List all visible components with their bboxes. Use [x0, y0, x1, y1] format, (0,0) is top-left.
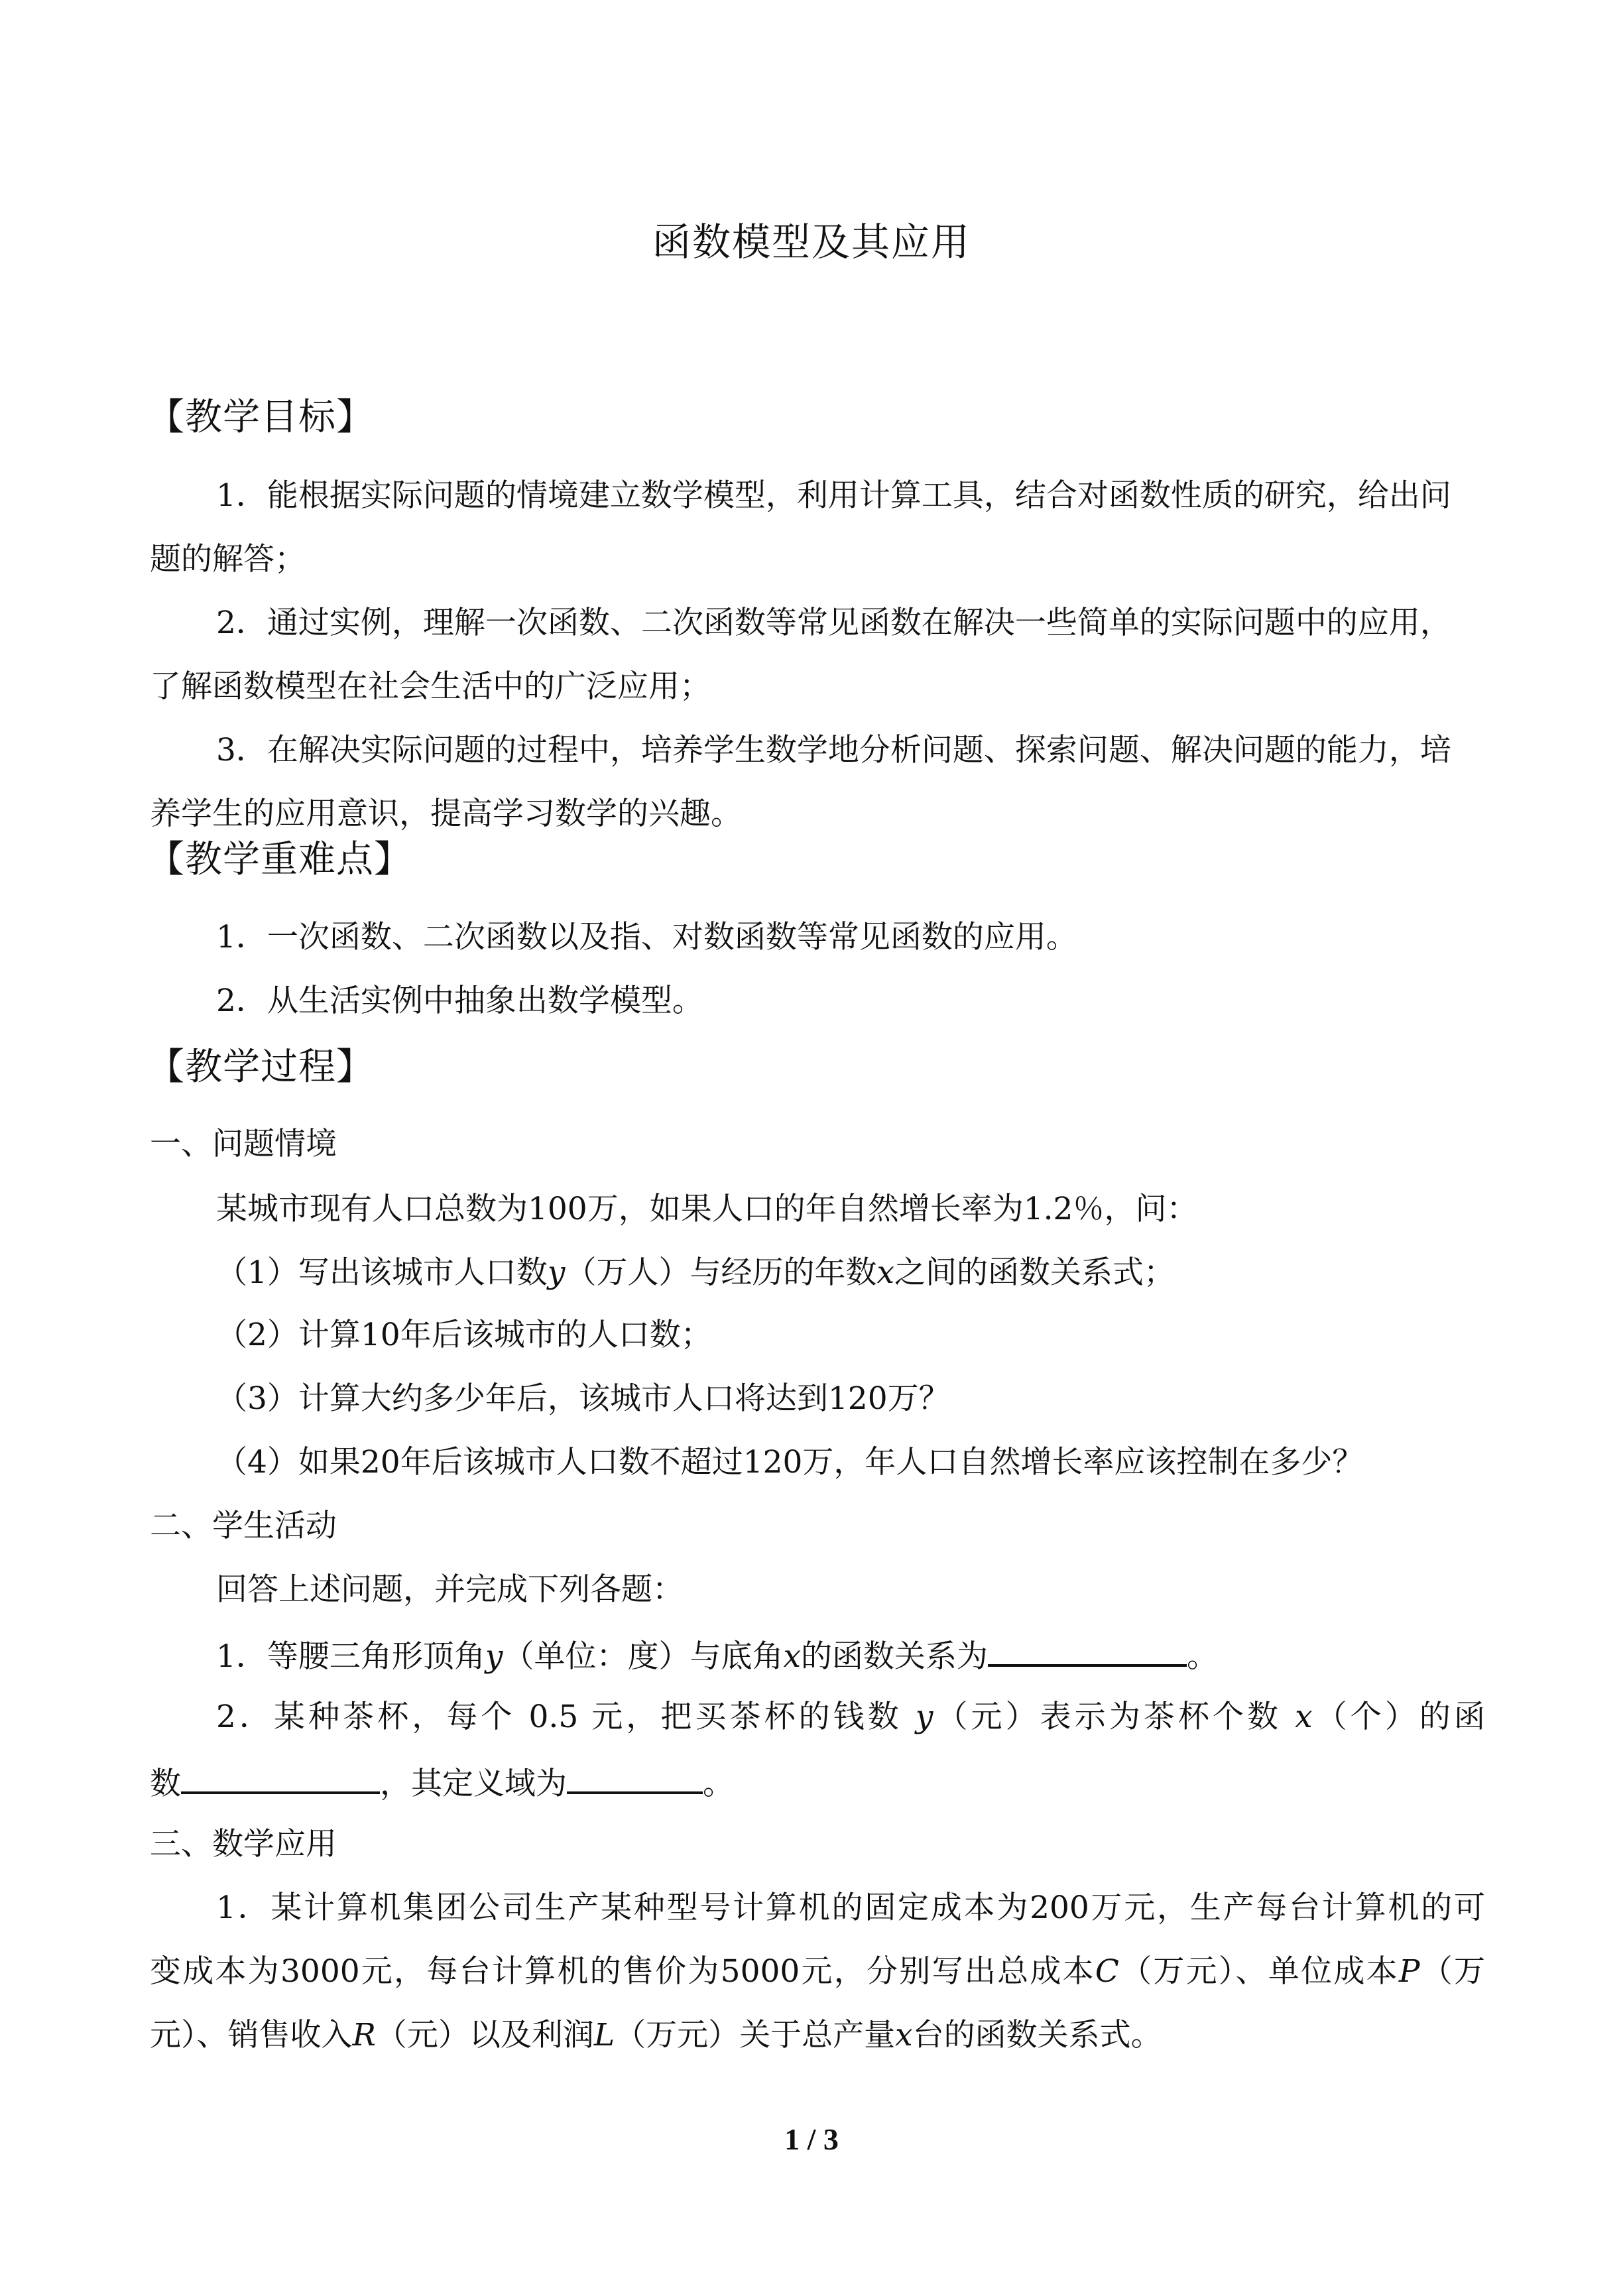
question-1-text-b: （万人）与经历的年数 [565, 1254, 877, 1291]
keypoints-heading: 【教学重难点】 [147, 838, 412, 881]
variable-y: y [547, 1254, 566, 1291]
variable-r: R [352, 2017, 376, 2053]
answer-blank-2[interactable] [181, 1761, 380, 1794]
section-1-heading: 一、问题情境 [150, 1126, 337, 1162]
variable-x: x [1295, 1699, 1313, 1735]
application-1-text-g: 台的函数关系式。 [912, 2017, 1162, 2053]
exercise-1-text-b: （单位：度）与底角 [503, 1638, 784, 1675]
variable-y: y [485, 1638, 503, 1675]
application-1-line-3 [150, 2016, 1162, 2055]
section-1-intro: 某城市现有人口总数为100万，如果人口的年自然增长率为1.2％，问： [216, 1191, 1198, 1227]
question-2: （2）计算10年后该城市的人口数； [216, 1317, 712, 1353]
variable-p: P [1398, 1953, 1420, 1990]
answer-blank-1[interactable] [988, 1634, 1187, 1667]
exercise-2-end: 。 [703, 1766, 734, 1802]
page-title: 函数模型及其应用 [652, 219, 971, 265]
exercise-2-text-a: 2．某种茶杯，每个 0.5 元，把买茶杯的钱数 [216, 1699, 902, 1735]
variable-x: x [876, 1254, 894, 1291]
exercise-2-line-1 [216, 1697, 1485, 1737]
exercise-1-text-a: 1．等腰三角形顶角 [216, 1638, 485, 1675]
application-1-text-b: （万元）、单位成本 [1118, 1953, 1399, 1990]
application-1-text-e: （元）以及利润 [375, 2017, 594, 2053]
variable-x: x [783, 1638, 801, 1675]
variable-y: y [915, 1699, 933, 1735]
page-number: 1 / 3 [784, 2122, 839, 2156]
application-1-text-c: （万 [1419, 1953, 1485, 1990]
question-1-text-a: （1）写出该城市人口数 [216, 1254, 548, 1291]
keypoint-item-1: 1．一次函数、二次函数以及指、对数函数等常见函数的应用。 [216, 919, 1077, 955]
question-1-text-c: 之间的函数关系式； [894, 1254, 1175, 1291]
application-1-line-1: 1．某计算机集团公司生产某种型号计算机的固定成本为200万元，生产每台计算机的可 [216, 1890, 1485, 1926]
exercise-2-line-2 [150, 1761, 734, 1804]
application-1-text-a: 变成本为3000元，每台计算机的售价为5000元，分别写出总成本 [150, 1953, 1095, 1990]
exercise-1-text-c: 的函数关系为 [800, 1638, 988, 1675]
variable-x: x [895, 2017, 913, 2053]
answer-blank-3[interactable] [567, 1761, 703, 1794]
exercise-2-text-d: 数 [150, 1766, 181, 1802]
question-1 [216, 1253, 1175, 1293]
section-2-intro: 回答上述问题，并完成下列各题： [216, 1571, 684, 1608]
variable-c: C [1095, 1953, 1119, 1990]
exercise-2-text-c: （个）的函 [1312, 1699, 1485, 1735]
question-4: （4）如果20年后该城市人口数不超过120万，年人口自然增长率应该控制在多少？ [216, 1444, 1364, 1480]
objectives-heading: 【教学目标】 [147, 396, 374, 439]
process-heading: 【教学过程】 [147, 1046, 374, 1089]
objective-item-3: 3．在解决实际问题的过程中，培养学生数学地分析问题、探索问题、解决问题的能力，培养学生的应用意识，提高学习数学的兴趣。 [150, 732, 1451, 832]
exercise-1 [216, 1634, 1218, 1677]
keypoint-item-2: 2．从生活实例中抽象出数学模型。 [216, 983, 703, 1019]
variable-l: L [593, 2017, 615, 2053]
exercise-1-end: 。 [1186, 1638, 1218, 1675]
application-1-text-f: （万元）关于总产量 [615, 2017, 896, 2053]
application-1-text-d: 元）、销售收入 [150, 2017, 353, 2053]
application-1-line-2 [150, 1952, 1485, 1992]
section-3-heading: 三、数学应用 [150, 1826, 337, 1862]
question-3: （3）计算大约多少年后，该城市人口将达到120万？ [216, 1380, 950, 1417]
section-2-heading: 二、学生活动 [150, 1508, 337, 1544]
exercise-2-text-b: （元）表示为茶杯个数 [933, 1699, 1282, 1735]
exercise-2-text-e: ，其定义域为 [380, 1766, 567, 1802]
objective-item-2: 2．通过实例，理解一次函数、二次函数等常见函数在解决一些简单的实际问题中的应用，了解函数模型在社会生活中的广泛应用； [150, 605, 1451, 705]
objective-item-1: 1．能根据实际问题的情境建立数学模型，利用计算工具，结合对函数性质的研究，给出问题的解答； [150, 477, 1451, 577]
